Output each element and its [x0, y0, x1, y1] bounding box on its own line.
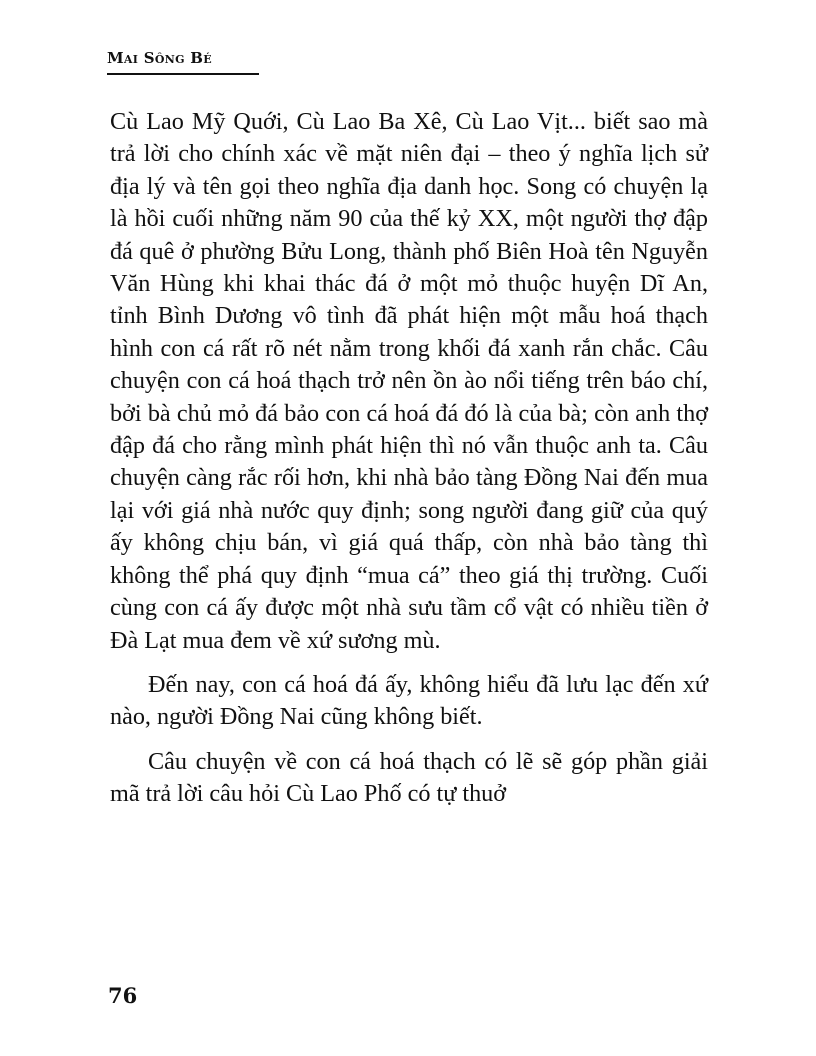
paragraph-2: Đến nay, con cá hoá đá ấy, không hiểu đã lưu lạc đến xứ nào, người Đồng Nai cũng không biết. [110, 670, 708, 731]
running-head-title: Mai Sông Bé [107, 49, 212, 67]
running-head [107, 47, 259, 75]
paragraph-3: Câu chuyện về con cá hoá thạch có lẽ sẽ góp phần giải mã trả lời câu hỏi Cù Lao Phố có tự thuở [110, 747, 708, 808]
page-number: 76 [108, 983, 138, 1008]
paragraph-1: Cù Lao Mỹ Quới, Cù Lao Ba Xê, Cù Lao Vịt... biết sao mà trả lời cho chính xác về mặt niên đại – theo ý nghĩa lịch sử địa lý và tên gọi theo nghĩa địa danh học. Song có chuyện lạ là hồi cuối những năm 90 của thế kỷ XX, một người thợ đập đá quê ở phường Bửu Long, thành phố Biên Hoà tên Nguyễn Văn Hùng khi khai thác đá ở một mỏ thuộc huyện Dĩ An, tỉnh Bình Dương vô tình đã phát hiện một mẫu hoá thạch hình con cá rất rõ nét nằm trong khối đá xanh rắn chắc. Câu chuyện con cá hoá thạch trở nên ồn ào nổi tiếng trên báo chí, bởi bà chủ mỏ đá bảo con cá hoá đá đó là của bà; còn anh thợ đập đá cho rằng mình phát hiện thì nó vẫn thuộc anh ta. Câu chuyện càng rắc rối hơn, khi nhà bảo tàng Đồng Nai đến mua lại với giá nhà nước quy định; song người đang giữ của quý ấy không chịu bán, vì giá quá thấp, còn nhà bảo tàng thì không thể phá quy định “mua cá” theo giá thị trường. Cuối cùng con cá ấy được một nhà sưu tầm cổ vật có nhiều tiền ở Đà Lạt mua đem về xứ sương mù. [110, 108, 708, 654]
body-text [110, 106, 708, 823]
